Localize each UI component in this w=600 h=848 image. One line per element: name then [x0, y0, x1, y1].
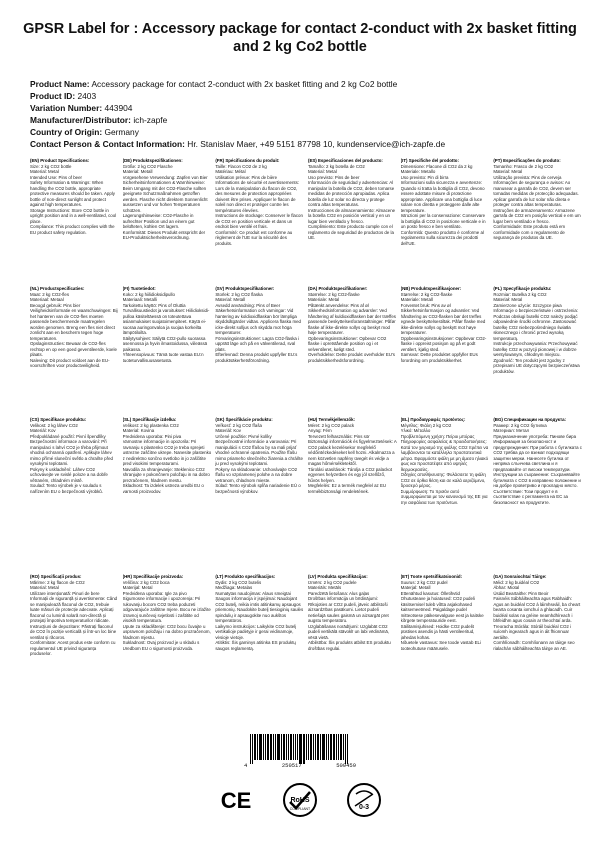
spec-line: Materiale: Metall	[400, 297, 433, 302]
spec-line: Størrelse: 2 kg CO2-flaske	[307, 291, 360, 297]
spec-line: Инструкции за съхранение: Съхранявайте бутилката с CO2 в изправено положение и на добре проветриво и прохладно място.	[493, 472, 581, 488]
spec-section	[123, 417, 212, 574]
spec-section-heading: (BG) Спецификации на продукта:	[493, 417, 567, 422]
barcode-bar	[343, 734, 344, 760]
spec-line: Ábhar: Miotal	[493, 585, 520, 590]
barcode-bar	[286, 734, 287, 760]
barcode-bar	[295, 734, 296, 760]
spec-section	[215, 417, 304, 574]
spec-line: Instrucțiuni de depozitare: Păstrați flaconul de CO2 în poziție verticală și într-un loc bine ventilat și răcoros.	[30, 623, 117, 640]
spec-section	[308, 417, 397, 574]
barcode-bar	[250, 734, 251, 764]
spec-line: Tamaño: 2 kg botella de CO2	[307, 163, 365, 169]
svg-text:COMPLIANT: COMPLIANT	[289, 807, 311, 811]
barcode	[244, 734, 356, 772]
barcode-bar	[330, 734, 332, 760]
spec-section-heading: (DA) Produktspecifikationer:	[307, 286, 368, 291]
barcode-digits-right: 509459	[336, 762, 356, 769]
spec-line: Instructions de stockage: Conserver le flacon de CO2 en position verticale et dans un endroit bien ventilé et frais.	[215, 213, 303, 229]
spec-line: Uso previsto: Pin di birra	[400, 174, 449, 180]
barcode-bar	[299, 734, 302, 764]
barcode-bars	[250, 734, 356, 764]
spec-line: Drošības informācija un brīdinājumi: Rīkojoties ar CO2 pudeli, jāveic atbilstoši aizsardzības pasākumi. Lietot pudeli netiešajā saules gaismā un aizsargāt pret augstu temperatūru.	[307, 596, 389, 623]
spec-line: Megfelelés: Ez a termék megfelel az EU termékbiztonsági rendeletének.	[307, 483, 387, 494]
spec-line: Anyag: Fém	[307, 428, 332, 433]
spec-line: Compliance: This product complies with the EU product safety regulation.	[30, 224, 115, 235]
barcode-bar	[265, 734, 266, 760]
spec-line: Οδηγίες αποθήκευσης: Φυλάσσετε τη φιάλη CO2 σε όρθια θέση και σε καλά αεριζόμενο, δροσερό μέρος.	[400, 472, 486, 488]
spec-section-heading: (LT) Produkto specifikacijos:	[215, 574, 276, 579]
spec-line: Cumplimiento: Este producto cumple con el reglamento de seguridad de productos de la UE.	[307, 224, 394, 240]
spec-line: Säilytysohjeet: Säilytä CO2-pullo suorassa asennossa ja hyvin ilmastoidussa, viileässä paikassa.	[122, 335, 208, 352]
spec-line: Treoracha Stórála: Stóráil buidéal CO2 i suíomh ingearach agus in áit fhionnuar aeráilte.	[493, 623, 572, 640]
spec-line: Sicherheitsinformationen & Warnhinweise: Beim Umgang mit der CO2-Flasche sollten geeignete Schutzmaßnahmen getroffen werden. Flasche nicht direktem Sonnenlicht aussetzen und vor hohen Temperaturen schützen.	[122, 180, 208, 213]
spec-line: Utilisation prévue: Pins de bière	[215, 174, 278, 180]
spec-line: Conformidade: Este produto está em conformidade com o regulamento de segurança de produtos da UE.	[493, 224, 566, 240]
spec-section-heading: (SL) Specifikacije izdelka:	[122, 417, 177, 422]
barcode-bar	[281, 734, 282, 760]
spec-line: Koko: 2 kg hiilidioksidipullo	[122, 291, 175, 297]
info-row-variation-number: Variation Number: 443904	[30, 103, 133, 113]
spec-section	[123, 158, 212, 286]
barcode-digit-left: 4	[244, 762, 248, 769]
spec-line: Medžiaga: Metalas	[215, 585, 253, 590]
spec-section-heading: (FR) Spécifications du produit:	[215, 158, 280, 163]
spec-section	[493, 286, 582, 417]
spec-line: Materiaali: Metalli	[122, 297, 157, 302]
barcode-bar	[297, 734, 298, 760]
spec-section-heading: (IT) Specifiche del prodotto:	[400, 158, 459, 163]
barcode-bar	[308, 734, 309, 760]
spec-line: Materiał: Metal	[493, 297, 523, 302]
spec-line: Material: Metall	[215, 297, 246, 302]
spec-line: Πληροφορίες ασφαλείας & προειδοποιήσεις: Κατά τον χειρισμό της φιάλης CO2 πρέπει να λαμβάνονται τα κατάλληλα προστατευτικά μέτρα. Εφαρμόστε φιάλη με μη άμεσο ηλιακό φως και προστατέψτε από υψηλές θερμοκρασίες.	[400, 439, 489, 472]
barcode-bar	[340, 734, 342, 760]
spec-line: Suurus: 2 kg CO2 pudel	[400, 579, 448, 585]
spec-line: Storlek: 2 kg CO2 flaska	[215, 291, 263, 297]
spec-line: Material: Metal	[307, 169, 337, 174]
spec-line: Instrukcje przechowywania: Przechowywać butelkę CO2 w pozycji pionowej i w dobrze wentylowanym, chłodnym miejscu.	[493, 341, 578, 357]
spec-line: Naleving: Dit product voldoet aan de EU-voorschriften voor productveiligheid.	[30, 357, 110, 368]
spec-line: Size: 2 kg CO2 bottle	[30, 163, 72, 169]
spec-section-heading: (DE) Produktspezifikationen:	[122, 158, 183, 163]
barcode-bar	[338, 734, 339, 760]
barcode-bar	[328, 734, 329, 760]
info-row-country: Country of Origin: Germany	[30, 127, 139, 137]
barcode-bar	[326, 734, 327, 760]
barcode-bar	[254, 734, 256, 760]
spec-line: Materiāls: Metāls	[307, 585, 342, 590]
spec-section-heading: (PT) Especificações do produto:	[493, 158, 561, 163]
spec-line: Μέγεθος: Φιάλη 2 kg CO2	[400, 422, 452, 428]
spec-line: Størrelse: 2 kg CO2-flaske	[400, 291, 453, 297]
spec-line: Sigurnosne informacije i upozorenja: Pri rukovanju bocom CO2 treba poduzeti odgovarajuće zaštitne mjere. Bocu ne izlažite izravnoj sunčevoj svjetlosti i zaštitite od visokih temperatura.	[122, 596, 211, 623]
spec-line: Conformità: Questo prodotto è conforme al regolamento sulla sicurezza dei prodotti dell'UE.	[400, 229, 484, 246]
spec-line: Säkerhetsinformation och varningar: Vid hantering av koldioxidflaskan bör lämpliga skyddsåtgärder vidtas. Applicera flaska med icke-direkt solljus och skydda mot höga temperaturer.	[215, 308, 301, 335]
spec-line: Informații de siguranță și avertismente: Când se manipulează flaconul de CO2, trebuie luate măsuri de protecție adecvate. Aplicați flaconul cu lumină solară non-directă și protejați împotriva temperaturilor ridicate.	[30, 596, 118, 623]
spec-section-heading: (EL) Προδιαγραφές προϊόντος:	[400, 417, 466, 422]
spec-section-heading: (HU) Termékjellemzők:	[307, 417, 355, 422]
spec-line: Opslaginstructies: Bewaar de CO2-fles rechtop en op een goed geventileerde, koele plaats.	[30, 341, 117, 357]
spec-section	[30, 158, 119, 286]
info-row-contact: Contact Person & Contact Information: Hr. Stanislav Maer, +49 5151 87798 10, kundenservice@ich-zapfe.de	[30, 139, 446, 149]
barcode-bar	[315, 734, 316, 760]
spec-section	[493, 574, 582, 733]
svg-text:RoHS: RoHS	[290, 797, 310, 804]
spec-section-heading: (RO) Specificații produs:	[30, 574, 82, 579]
spec-line: Súlad: Tento výrobok spĺňa nariadenie EÚ o bezpečnosti výrobkov.	[215, 483, 301, 494]
spec-section-heading: (GA) Sonraíochtaí Táirge:	[493, 574, 547, 579]
spec-line: Forventet bruk: Pins av øl	[400, 302, 451, 308]
spec-line: Samsvar: Dette produktet oppfyller EUs forordning om produktsikkerhet.	[400, 352, 478, 363]
spec-line: Ohutusteave ja hoiatused: CO2 pudeli käsitsemisel tuleb võtta asjakohased kaitsemeetmed. Paigaldage pudel mitteotsese päikesevalguse eest ja kaitske kõrgete temperatuuride eest.	[400, 596, 484, 623]
spec-section	[30, 574, 119, 733]
spec-line: Safety Information & Warnings: When handling the CO2 bottle, appropriate protective measures should be taken. Apply bottle of non-direct sunlight and protect against high temperatures.	[30, 180, 115, 207]
barcode-bar	[283, 734, 285, 760]
spec-line: Sikkerhedsinformation og advarsler: Ved håndtering af kuldioxidflasken bør der træffes passende beskyttelsesforanstaltninger. Påfør flaske af ikke-direkte sollys og beskyt mod høje temperaturer.	[307, 308, 397, 335]
spec-line: Rozmiar: Butelka 2 kg CO2	[493, 291, 547, 297]
spec-section	[401, 574, 490, 733]
spec-line: Turvallisuustiedot ja varoitukset: Hiilidioksidi-pulloa käsiteltäessä on toteutettava asianmukaiset suojatoimenpiteet. Käytä ei-suoraa auringonvaloa ja suojaa korkeilta lämpötiloilta.	[122, 308, 210, 335]
ce-mark-icon	[218, 782, 254, 818]
page-title: GPSR Label for : Accessory package for contact 2-conduct with 2x basket fitting and 2 kg Co2 bottle	[23, 21, 577, 55]
spec-line: Taille: Flacon CO2 de 2 kg	[215, 163, 267, 169]
rohs-compliant-icon	[282, 782, 318, 818]
spec-line: Předpokládané použití: Pivní špendlíky	[30, 433, 106, 439]
spec-section-heading: (ET) Toote spetsifikatsioonid:	[400, 574, 463, 579]
barcode-bar	[345, 734, 346, 764]
spec-line: Istruzioni per la conservazione: Conservare la bottiglia di CO2 in posizione verticale e in un posto fresco e ben ventilato.	[400, 213, 486, 229]
spec-section	[401, 158, 490, 286]
barcode-bar	[333, 734, 335, 760]
spec-section	[493, 417, 582, 574]
spec-line: Material: Metal	[493, 169, 523, 174]
spec-line: Informations de sécurité et avertissements: Lors de la manipulation du flacon de CO2, des mesures de protection appropriées doivent être prises. Appliquer le flacon de soleil non direct et protéger contre les températures élevées.	[215, 180, 300, 213]
spec-line: Información de seguridad y advertencias: Al manipular la botella de CO2, deben tomarse medidas de protección apropiadas. Aplica botella de luz solar no directa y protege contra altas temperaturas.	[307, 180, 395, 207]
spec-line: Maat: 2 kg CO2-fles	[30, 291, 70, 297]
svg-text:0-3: 0-3	[358, 804, 370, 811]
spec-section	[493, 158, 582, 286]
spec-section-heading: (EN) Product Specifications:	[30, 158, 90, 163]
spec-line: Utilizare intenționată: Pinuri de bere	[30, 590, 100, 596]
spec-line: Lagerungshinweise: CO2-Flasche in aufrechter Position und an einem gut belüfteten, kühlen Ort lagern.	[122, 213, 195, 229]
spec-section	[30, 286, 119, 417]
info-row-product-name: Product Name: Accessory package for contact 2-conduct with 2x basket fitting and 2 kg Co2 bottle	[30, 79, 398, 89]
spec-section	[308, 286, 397, 417]
spec-line: Påtænkt anvendelse: Pins af øl	[307, 302, 369, 308]
barcode-bar	[277, 734, 280, 760]
spec-line: Tárolási utasítások: Tárolja a CO2 palackot egyenes helyzetben és egy jól szellőző, hűvös helyen.	[307, 466, 393, 483]
barcode-bar	[273, 734, 274, 760]
spec-line: Oppbevaringsinstruksjoner: Oppbevar CO2-flaske i oppreist posisjon og på et godt ventilert, kjølig sted.	[400, 335, 487, 352]
barcode-bar	[317, 734, 319, 760]
barcode-bar	[288, 734, 289, 760]
spec-line: Yhteensopivuus: Tämä tuote vastaa EU:n tuoteturvallisuusasetusta.	[122, 352, 204, 363]
spec-line: Biztonsági információk és figyelmeztetések: A CO2 palack kezelésekor megfelelő védőintézkedéseket kell hozni. Alkalmazza a nem közvetlen napfény üvegét és védje a magas hőmérsékletektől.	[307, 439, 397, 466]
spec-line: Comhlíonadh: Comhlíonann an táirge seo rialachán sábháilteachta táirge an AE.	[493, 640, 575, 651]
spec-line: Úsáid Beartaithe: Pinn Beoir	[493, 590, 549, 596]
spec-line: Pokyny na skladovanie: Uchovávajte CO2 fľašu vo vzpriamenej polohe a na dobre vetranom, chladnom mieste.	[215, 466, 298, 483]
spec-line: Méid: 2 kg buidéal CO2	[493, 579, 540, 585]
barcode-bar	[313, 734, 314, 760]
spec-line: Materiale: Metallo	[400, 169, 436, 174]
spec-line: Tamanho: Frasco de 2 kg CO2	[493, 163, 554, 169]
spec-section-heading: (HR) Specifikacije proizvoda:	[122, 574, 184, 579]
spec-line: Opbevaringsinstruktioner: Opbevar CO2 flaske i opretstående position og i et velventileret, køligt sted.	[307, 335, 387, 352]
spec-line: Predvidena uporaba: Pini piva	[122, 433, 182, 439]
spec-line: Intended Use: Pins of beer	[30, 174, 82, 180]
spec-section-heading: (NB) Produktspesifikasjoner:	[400, 286, 462, 291]
spec-line: Veľkosť: 2 kg CO2 fľaša	[215, 422, 262, 428]
spec-line: Material: Metall	[122, 169, 153, 174]
spec-section	[215, 286, 304, 417]
spec-section-heading: (SK) Špecifikácie produktu:	[215, 417, 273, 422]
barcode-bar	[320, 734, 321, 760]
spec-line: Sukladnost: Ovaj proizvod je u skladu s Uredbom EU o sigurnosti proizvoda.	[122, 640, 200, 651]
spec-line: Izmērs: 2 kg CO2 pudele	[307, 579, 357, 585]
spec-line: Материал: Метал	[493, 428, 530, 433]
spec-line: Съответствие: Този продукт е в съответствие с регламента на ЕС за безопасност на продуктите.	[493, 488, 568, 505]
spec-line: Materiaal: Metaal	[30, 297, 64, 302]
barcode-bar	[290, 734, 292, 760]
barcode-bar	[275, 734, 276, 760]
spec-section-heading: (SV) Produktspecifikationer:	[215, 286, 275, 291]
spec-line: Atbilstība: Šis produkts atbilst ES produktu drošības regulai.	[307, 640, 391, 651]
barcode-bar	[293, 734, 294, 760]
barcode-number	[244, 762, 356, 769]
spec-line: Matériau: Métal	[215, 169, 246, 174]
spec-line: Varnostne informacije in opozorila: Pri ravnanju s plastenko CO2 je treba sprejeti ustrezne zaščitne ukrepe. Nanesite plastenko z nedirektno sončno svetlobo in jo zaščitite pred visokimi temperaturami.	[122, 439, 212, 466]
spec-line: Προβλεπόμενη χρήση: Πείροι μπύρας	[400, 433, 475, 439]
spec-line: Bezpečnostní informace a varování: Při manipulaci s lahví CO2 je třeba přijmout vhodná ochranná opatření. Aplikujte láhev mimo přímé sluneční světlo a chraňte před vysokými teplotami.	[30, 439, 113, 466]
product-info	[30, 78, 590, 150]
spec-line: Größe: 2 kg CO2 Flasche	[122, 163, 173, 169]
spec-line: Vorgesehene Verwendung: Zapfen von Bier	[122, 174, 208, 180]
spec-line: Conformité: Ce produit est conforme au règlement de l'UE sur la sécurité des produits.	[215, 229, 293, 246]
spec-line: Material: Kovina	[122, 428, 155, 433]
spec-line: Säilitamisjuhised: Hoidke CO2 pudelit püstises asendis ja hästi ventileeritud, jahedas kohas.	[400, 623, 475, 640]
spec-section	[215, 158, 304, 286]
spec-line: Materiale: Metal	[307, 297, 340, 302]
spec-line: Predviđena uporaba: Igle za pivo	[122, 590, 187, 596]
spec-section	[308, 574, 397, 733]
spec-line: Zamierzone użycie: Szczypce piwa	[493, 302, 562, 308]
spec-line: Informacje o bezpieczeństwie i ostrzeżenia: Podczas obsługi butelki CO2 należy podjąć odpowiednie środki ochronne. Zastosować butelkę CO2 niebezpośredniego światła słonecznego i chronić przed wysoką temperaturą.	[493, 308, 579, 341]
spec-line: Ettenähtud kasutus: Õlletihvtid	[400, 590, 460, 596]
spec-section-heading: (PL) Specyfikacje produktu:	[493, 286, 552, 291]
spec-line: Tervezett felhasználás: Pins sör	[307, 433, 370, 439]
spec-section-heading: (LV) Produkta specifikācijas:	[307, 574, 368, 579]
barcode-bar	[259, 734, 262, 760]
info-row-product-id: Product ID: 2403	[30, 91, 97, 101]
barcode-bar	[303, 734, 305, 764]
spec-line: Informazioni sulla sicurezza e avvertenze: Quando si tratta la bottiglia di CO2, devono essere adottate misure di protezione appropriate. Applicare una bottiglia di luce solare non diretta e proteggere dalle alte temperature.	[400, 180, 485, 213]
barcode-bar	[347, 734, 348, 764]
spec-line: Sikkerhetsinformasjon og advarsler: Ved håndtering av CO2-flasken bør det treffes egnede beskyttelsestiltak. Påfør flaske med ikke-direkte sollys og beskytt mot høye temperaturer.	[400, 308, 486, 335]
spec-line: Určené použitie: Pivné kolíky	[215, 433, 272, 439]
spec-line: Material: Metal	[30, 169, 59, 174]
spec-line: Saugos informacija ir įspėjimai: Naudojant CO2 butelį, reikia imtis atitinkamų apsaugos priemonių. Naudokite butelį tiesioginių saulės spindulių ir apsaugokite nuo aukštos temperatūros.	[215, 596, 304, 623]
spec-section	[401, 417, 490, 574]
spec-section	[30, 417, 119, 574]
spec-section-heading: (FI) Tuotetiedot:	[122, 286, 156, 291]
barcode-bar	[322, 734, 325, 760]
info-row-manufacturer: Manufacturer/Distributor: ich-zapfe	[30, 115, 168, 125]
spec-line: Efterlevnad: Denna produkt uppfyller EU:s produktsäkerhetsförordning.	[215, 352, 298, 363]
barcode-digits-mid: 250517	[281, 762, 302, 769]
spec-line: Предназначение употреба: Пинове бира	[493, 433, 577, 439]
spec-line: Storage Instructions: Store CO2 bottle in upright position and in a well-ventilated, cool place.	[30, 207, 117, 224]
recycling-age-icon	[346, 782, 382, 818]
spec-line: Méret: 2 kg CO2 palack	[307, 422, 355, 428]
spec-line: Förvaringsinstruktioner: Lagra CO2-flaska i upprätt läge och på en välventilerad, sval plats.	[215, 335, 300, 352]
spec-line: Materiál: Kov	[215, 428, 241, 433]
spec-line: Beoogd gebruik: Pins bier	[30, 302, 81, 308]
barcode-bar	[263, 734, 264, 760]
spec-section	[123, 574, 212, 733]
spec-section-heading: (CS) Specifikace produktu:	[30, 417, 87, 422]
spec-line: Размер: 2 kg CO2 бутилка	[493, 422, 547, 428]
spec-line: Veiligheidsinformatie en waarschuwingen: Bij het hanteren van de CO2-fles moeten passende beschermende maatregelen worden genomen. Breng een fles niet direct zonlicht aan en bescherm tegen hoge temperaturen.	[30, 308, 118, 341]
spec-section-heading: (NL) Productspecificaties:	[30, 286, 85, 291]
spec-line: Veličina: 2 kg CO2 boca	[122, 579, 170, 585]
spec-section	[308, 158, 397, 286]
certification-icons	[0, 782, 600, 822]
spec-line: Laikymo instrukcijos: Laikykite CO2 butelį vertikalioje padėtyje ir gerai vėdinamoje, vėsioje vietoje.	[215, 623, 297, 640]
spec-section-heading: (ES) Especificaciones del producto:	[307, 158, 383, 163]
spec-line: Nõuetele vastavus: See toode vastab ELi tooteohutuse määrusele.	[400, 640, 481, 651]
barcode-bar	[336, 734, 337, 760]
spec-line: Uzglabāšanas norādījumi: Uzglabāt CO2 pudeli vertikālā stāvoklī un labi vēdināmā, vēsā vietā.	[307, 623, 390, 640]
spec-line: Materiál: Kov	[30, 428, 56, 433]
spec-line: Material: Metal	[30, 585, 59, 590]
spec-line: Conformitate: Acest produs este conform cu regulamentul UE privind siguranța produselor.	[30, 640, 116, 656]
spec-line: Paredzētā lietošana: Alus gaļas	[307, 590, 370, 596]
spec-line: Velikost: 2 kg láhev CO2	[30, 422, 78, 428]
barcode-bar	[252, 734, 253, 764]
spec-line: Συμμόρφωση: Το προϊόν αυτό συμμορφώνεται με τον κανονισμό της ΕΕ για την ασφάλεια των προϊόντων.	[400, 488, 488, 505]
spec-line: Instruções de armazenamento: Armazene garrafa de CO2 em posição vertical e em um lugar bem ventilado e fresco.	[493, 207, 581, 224]
spec-line: Utilização prevista: Pins de cerveja	[493, 174, 562, 180]
barcode-bar	[306, 734, 307, 760]
spec-line: Avsedd användning: Pins of Beer	[215, 302, 281, 308]
barcode-bar	[270, 734, 272, 760]
spec-line: Tarkoitettu käyttö: Pins of Oluttia	[122, 302, 186, 308]
spec-line: Dydis: 2 kg CO2 butelis	[215, 579, 262, 585]
spec-section	[215, 574, 304, 733]
spec-line: Materjal: Metall	[400, 585, 431, 590]
spec-grid	[30, 158, 582, 733]
spec-line: Konformität: Dieses Produkt entspricht der EU-Produktsicherheitsverordnung.	[122, 229, 206, 240]
spec-line: Materijal: Metal	[122, 585, 153, 590]
spec-line: Zgodność: Ten produkt jest zgodny z przepisami UE dotyczącymi bezpieczeństwa produktów.	[493, 357, 580, 374]
spec-line: Instrucciones de almacenamiento: Almacene la botella CO2 en posición vertical y en un lugar bien ventilado y fresco.	[307, 207, 396, 224]
spec-line: Dimensione: Flacone di CO2 da 2 kg	[400, 163, 473, 169]
spec-section	[123, 286, 212, 417]
spec-line: Skladnost: Ta izdelek ustreza uredbi EU o varnosti proizvodov.	[122, 483, 204, 494]
barcode-bar	[257, 734, 258, 760]
spec-line: Atitiktis: Šis gaminys atitinka ES produktų saugos reglamentą.	[215, 640, 296, 651]
spec-line: Upute za skladištenje: CO2 bocu čuvajte u uspravnom položaju i na dobro prozračenom, hladnom mjestu.	[122, 623, 211, 640]
spec-line: Υλικό: Μέταλλο	[400, 428, 431, 433]
spec-line: Bezpečnostné informácie a varovania: Pri manipulácii s CO2 fľašou by sa mali prijať vhodné ochranné opatrenia. Použite fľašu mimo priameho slnečného žiarenia a chráňte ju pred vysokými teplotami.	[215, 439, 303, 466]
spec-line: Numatytas naudojimas: Alaus smeigtai	[215, 590, 291, 596]
spec-section	[401, 286, 490, 417]
spec-line: Informações de segurança e avisos: Ao manusear a garrafa de CO2, devem ser tomadas medidas de protecção adequadas. Aplicar garrafa de luz solar não direta e proteger contra altas temperaturas.	[493, 180, 579, 207]
spec-line: Navodila za shranjevanje: Steklenico CO2 shranjujte v pokončnem položaju in na dobro prezračenem, hladnem mestu.	[122, 466, 210, 483]
spec-line: Velikost: 2 kg plastenka CO2	[122, 422, 179, 428]
barcode-bar	[310, 734, 312, 760]
svg-text:CE: CE	[220, 788, 252, 813]
spec-line: Mărime: 2 kg flacon de CO2	[30, 579, 85, 585]
spec-line: Uso previsto: Pins de beer	[307, 174, 360, 180]
spec-line: Faisnéis Sábháilteachta agus Rabhaidh: Agus an buidéal CO2 á láimhseáil, ba cheart bearta cosanta iomchuí a ghlacadh. Cuir buidéal solas na gréine neamhdhíreach i bhfeidhm agus cosain ar theochtaí arda.	[493, 596, 581, 623]
spec-line: Информация за безопасност и предупреждения: При работа с бутилката с CO2 трябва да се вземат подходящи защитни мерки. Нанесете бутилка от непряка слънчева светлина и я предпазвайте от високи температури.	[493, 439, 582, 472]
spec-line: Soulad: Tento výrobek je v souladu s nařízením EU o bezpečnosti výrobků.	[30, 483, 103, 494]
spec-line: Pokyny k uskladnění: Láhev CO2 uchovávejte ve svislé poloze a na dobře větraném, chladném místě.	[30, 466, 108, 483]
spec-line: Overholdelse: Dette produkt overholder EU's produktsikkerhedsforordning.	[307, 352, 395, 363]
barcode-bar	[267, 734, 269, 760]
